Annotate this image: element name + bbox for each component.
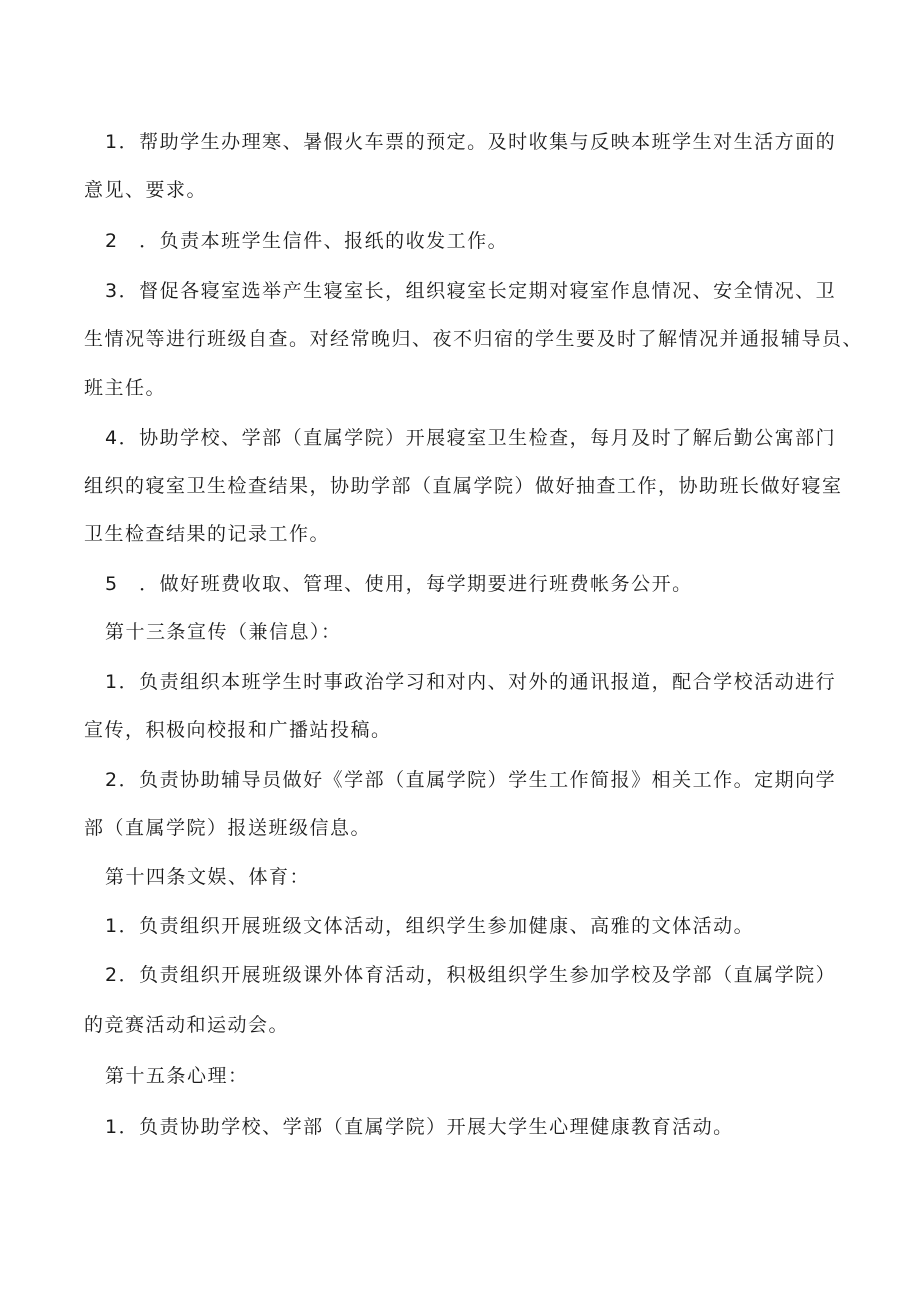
text-line: 的竞赛活动和运动会。	[84, 1014, 290, 1036]
section-heading: 第十五条心理：	[105, 1065, 249, 1087]
text-line: 意见、要求。	[84, 179, 208, 201]
text-line: 3．督促各寝室选举产生寝室长，组织寝室长定期对寝室作息情况、安全情况、卫	[105, 280, 837, 302]
text-line: 卫生检查结果的记录工作。	[84, 523, 331, 545]
text-line: 部（直属学院）报送班级信息。	[84, 817, 372, 839]
section-heading: 第十四条文娱、体育：	[105, 866, 311, 888]
text-line: 班主任。	[84, 377, 167, 399]
text-line: 1．负责协助学校、学部（直属学院）开展大学生心理健康教育活动。	[105, 1116, 734, 1138]
text-line: 组织的寝室卫生检查结果，协助学部（直属学院）做好抽查工作，协助班长做好寝室	[84, 475, 843, 497]
text-line: 1．负责组织本班学生时事政治学习和对内、对外的通讯报道，配合学校活动进行	[105, 671, 837, 693]
text-line: 宣传，积极向校报和广播站投稿。	[84, 719, 392, 741]
text-line: 生情况等进行班级自查。对经常晚归、夜不归宿的学生要及时了解情况并通报辅导员、	[84, 328, 864, 350]
text-line: 1．负责组织开展班级文体活动，组织学生参加健康、高雅的文体活动。	[105, 915, 755, 937]
text-line: 2 ．负责本班学生信件、报纸的收发工作。	[105, 230, 509, 252]
section-heading: 第十三条宣传（兼信息）：	[105, 621, 342, 643]
text-line: 2．负责组织开展班级课外体育活动，积极组织学生参加学校及学部（直属学院）	[105, 964, 837, 986]
text-line: 2．负责协助辅导员做好《学部（直属学院）学生工作简报》相关工作。定期向学	[105, 769, 837, 791]
text-line: 5 ．做好班费收取、管理、使用，每学期要进行班费帐务公开。	[105, 573, 693, 595]
text-line: 4．协助学校、学部（直属学院）开展寝室卫生检查，每月及时了解后勤公寓部门	[105, 427, 837, 449]
text-line: 1．帮助学生办理寒、暑假火车票的预定。及时收集与反映本班学生对生活方面的	[105, 131, 837, 153]
